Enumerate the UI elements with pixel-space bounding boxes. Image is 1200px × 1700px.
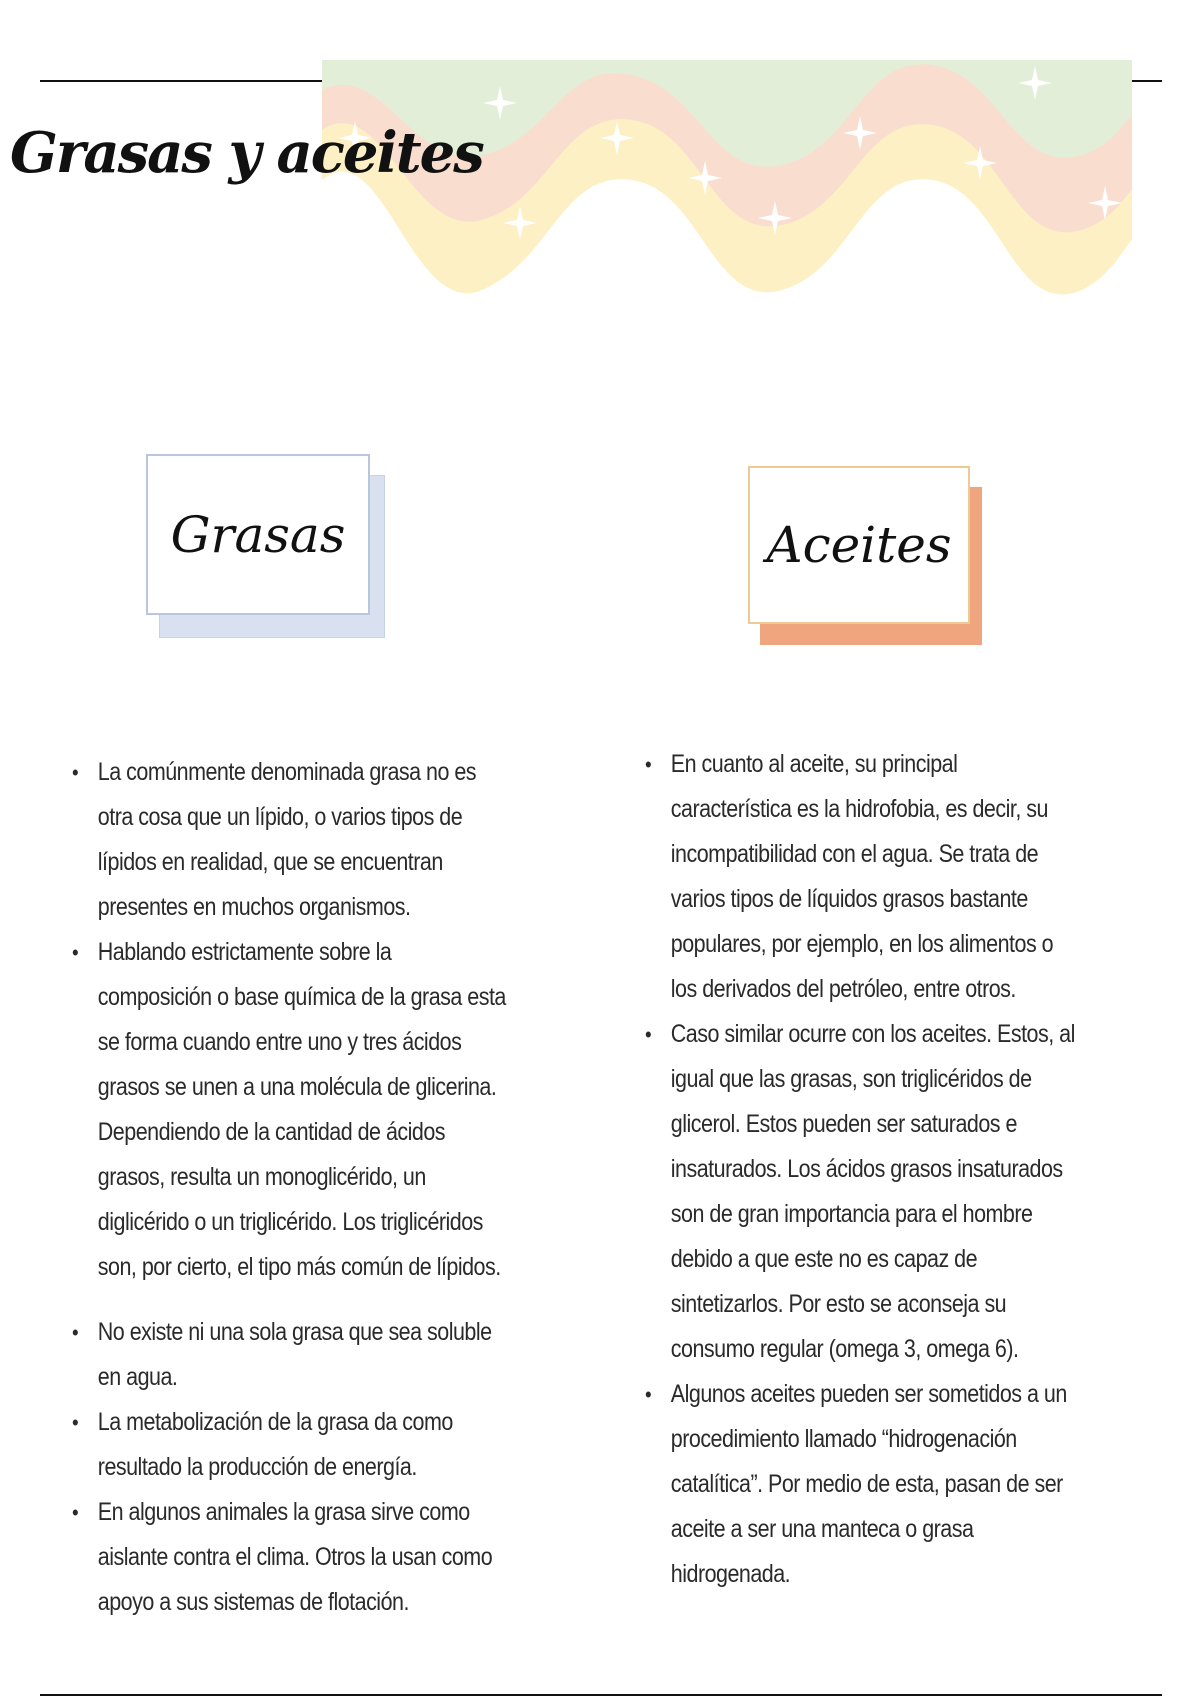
list-item: • La metabolización de la grasa da como resultado la producción de energía. [72,1400,511,1490]
grasas-list [72,750,511,1625]
list-item: • La comúnmente denominada grasa no es otra cosa que un lípido, o varios tipos de lípidos en realidad, que se encuentran presentes en muchos organismos. [72,750,511,930]
list-item: • Caso similar ocurre con los aceites. Estos, al igual que las grasas, son triglicéridos de glicerol. Estos pueden ser saturados e insaturados. Los ácidos grasos insaturados son de gran importancia para el hombre debido a que este no es capaz de sintetizarlos. Por esto se aconseja su consumo regular (omega 3, omega 6). [645,1012,1075,1372]
aceites-card-label: Aceites [748,466,970,624]
bottom-rule [40,1694,1162,1696]
list-item: • No existe ni una sola grasa que sea soluble en agua. [72,1310,511,1400]
list-item: • Hablando estrictamente sobre la composición o base química de la grasa esta se forma cuando entre uno y tres ácidos grasos se unen a una molécula de glicerina. Dependiendo de la cantidad de ácidos grasos, resulta un monoglicérido, un diglicérido o un triglicérido. Los triglicéridos son, por cierto, el tipo más común de lípidos. [72,930,511,1290]
page-title: Grasas y aceites [10,120,483,186]
grasas-card-label: Grasas [146,454,370,615]
list-item: • En cuanto al aceite, su principal característica es la hidrofobia, es decir, su incompatibilidad con el agua. Se trata de varios tipos de líquidos grasos bastante populares, por ejemplo, en los alimentos o los derivados del petróleo, entre otros. [645,742,1075,1012]
list-item: • En algunos animales la grasa sirve como aislante contra el clima. Otros la usan como apoyo a sus sistemas de flotación. [72,1490,511,1625]
aceites-list [645,742,1075,1597]
list-item: • Algunos aceites pueden ser sometidos a un procedimiento llamado “hidrogenación catalítica”. Por medio de esta, pasan de ser aceite a ser una manteca o grasa hidrogenada. [645,1372,1075,1597]
